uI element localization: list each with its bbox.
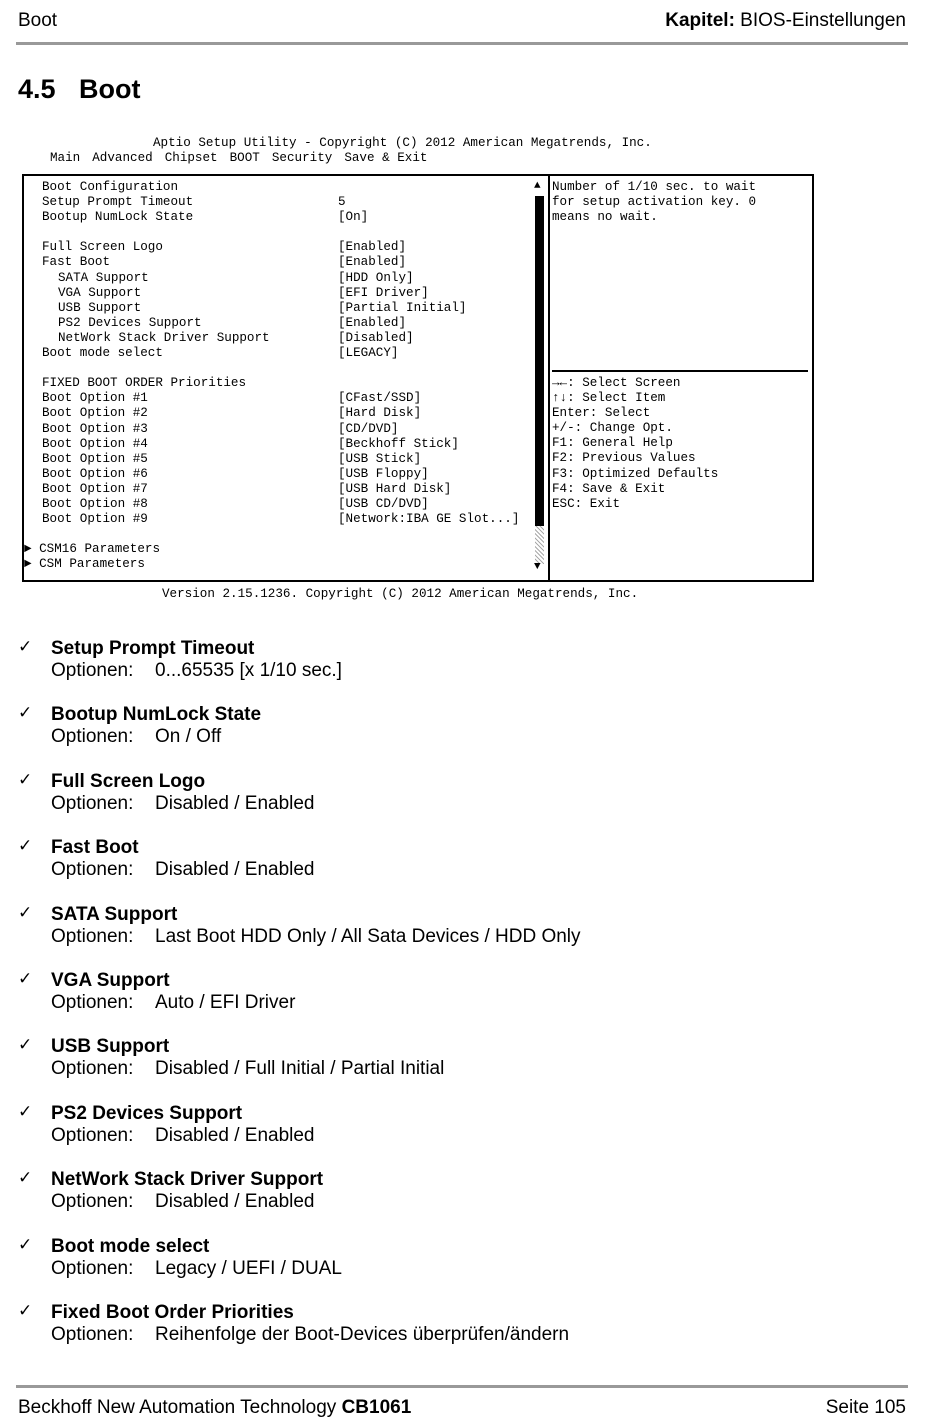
options-label: Optionen: <box>51 1191 134 1213</box>
options-label: Optionen: <box>51 660 134 681</box>
option-name: Setup Prompt Timeout <box>51 638 255 659</box>
checkmark-icon: ✓ <box>18 637 33 657</box>
bios-row-label: SATA Support <box>58 270 149 285</box>
checkmark-icon: ✓ <box>18 902 33 923</box>
options-label: Optionen: <box>51 792 134 814</box>
bios-title: Aptio Setup Utility - Copyright (C) 2012 American Megatrends, Inc. <box>153 136 652 150</box>
option-name: Bootup NumLock State <box>51 704 262 726</box>
bios-row-label: ► CSM16 Parameters <box>24 542 161 557</box>
header-chapter-label: Kapitel: <box>665 10 735 31</box>
bios-row-label: Full Screen Logo <box>42 240 163 255</box>
bios-row[interactable] <box>24 497 544 512</box>
option-name: SATA Support <box>51 903 178 925</box>
section-title: Boot <box>79 74 141 104</box>
bios-version: Version 2.15.1236. Copyright (C) 2012 American Megatrends, Inc. <box>162 587 639 601</box>
bios-row-value[interactable]: [Disabled] <box>338 330 414 345</box>
bios-row-label: Boot Option #3 <box>42 421 148 436</box>
option-name: Boot mode select <box>51 1235 210 1257</box>
bios-menu-tab[interactable]: Chipset <box>164 151 218 165</box>
key-legend-line: ↑↓: Select Item <box>552 391 666 406</box>
bios-row <box>24 225 544 240</box>
scrollbar-track[interactable] <box>535 526 544 564</box>
options-label: Optionen: <box>51 1124 134 1146</box>
option-values: Disabled / Full Initial / Partial Initial <box>155 1058 445 1080</box>
help-line: for setup activation key. 0 <box>552 195 757 210</box>
scroll-down-icon[interactable]: ▼ <box>534 561 541 573</box>
bios-row-label: Fast Boot <box>42 255 111 270</box>
bios-row-label: Boot Option #6 <box>42 466 148 481</box>
bios-row-value[interactable]: [Network:IBA GE Slot...] <box>338 512 520 527</box>
bios-key-legend <box>552 376 718 512</box>
key-legend-line: F2: Previous Values <box>552 451 696 466</box>
bios-row-value[interactable]: [Enabled] <box>338 240 407 255</box>
bios-row <box>24 180 544 195</box>
bios-row-value[interactable]: [CD/DVD] <box>338 421 399 436</box>
bios-row-value[interactable]: [USB CD/DVD] <box>338 496 429 511</box>
key-legend-line: ESC: Exit <box>552 496 621 511</box>
key-legend-line: F1: General Help <box>552 436 673 451</box>
bios-row-value[interactable]: [Partial Initial] <box>338 300 467 315</box>
bios-row-label: Boot Option #7 <box>42 481 148 496</box>
bios-help-text <box>552 180 756 225</box>
option-name: Full Screen Logo <box>51 770 206 792</box>
bios-row-value[interactable]: [LEGACY] <box>338 346 399 361</box>
bios-menu-tab[interactable]: Main <box>50 151 81 165</box>
bios-row[interactable] <box>24 512 544 527</box>
bios-row <box>24 557 544 572</box>
checkmark-icon: ✓ <box>18 1168 33 1189</box>
bios-row[interactable] <box>24 301 544 316</box>
bios-row[interactable] <box>24 210 544 225</box>
option-values-line <box>51 1324 569 1346</box>
scrollbar-thumb[interactable] <box>535 196 544 526</box>
bios-settings-list <box>24 180 544 572</box>
options-label: Optionen: <box>51 1323 134 1345</box>
option-values: Reihenfolge der Boot-Devices überprüfen/ändern <box>155 1323 570 1345</box>
header-chapter-title: BIOS-Einstellungen <box>734 10 906 31</box>
checkmark-icon: ✓ <box>18 968 33 989</box>
header-section-name: Boot <box>18 10 58 31</box>
option-values-line <box>51 1191 315 1213</box>
bios-row[interactable] <box>24 346 544 361</box>
help-line: means no wait. <box>552 210 658 225</box>
option-name: NetWork Stack Driver Support <box>51 1169 324 1191</box>
options-label: Optionen: <box>51 991 134 1013</box>
bios-row <box>24 361 544 376</box>
checkmark-icon: ✓ <box>18 703 33 724</box>
bios-row-label: Boot Option #5 <box>42 451 148 466</box>
option-name: Fixed Boot Order Priorities <box>51 1301 294 1323</box>
section-number: 4.5 <box>18 74 56 104</box>
bios-row[interactable] <box>24 482 544 497</box>
option-values: Disabled / Enabled <box>155 1191 315 1213</box>
footer-product: CB1061 <box>341 1397 412 1418</box>
option-values: 0...65535 [x 1/10 sec.] <box>155 660 342 681</box>
bios-row-value[interactable]: [USB Hard Disk] <box>338 481 452 496</box>
option-name: PS2 Devices Support <box>51 1102 243 1124</box>
bios-row[interactable] <box>24 391 544 406</box>
bios-row-label: Bootup NumLock State <box>42 210 194 225</box>
checkmark-icon: ✓ <box>18 1234 33 1255</box>
bios-row-label: Boot Option #1 <box>42 391 148 406</box>
bios-row[interactable] <box>24 195 544 210</box>
key-legend-line: F3: Optimized Defaults <box>552 466 719 481</box>
bios-row-value[interactable]: [USB Stick] <box>338 451 422 466</box>
bios-row[interactable] <box>24 240 544 255</box>
section-heading <box>18 74 140 105</box>
bios-row-label: ► CSM Parameters <box>24 557 145 572</box>
bios-menu-tab[interactable]: Security <box>271 151 333 165</box>
option-values-line <box>51 1058 444 1080</box>
options-label: Optionen: <box>51 925 134 947</box>
key-legend-line: Enter: Select <box>552 406 651 421</box>
bios-row-value[interactable]: [Hard Disk] <box>338 406 422 421</box>
bios-row-value[interactable]: [CFast/SSD] <box>338 391 422 406</box>
help-line: Number of 1/10 sec. to wait <box>552 180 757 194</box>
page-header <box>18 10 906 34</box>
checkmark-icon: ✓ <box>18 769 33 790</box>
option-values: Last Boot HDD Only / All Sata Devices / HDD Only <box>155 925 581 947</box>
option-name: VGA Support <box>51 969 170 991</box>
bios-row-label: PS2 Devices Support <box>58 315 202 330</box>
bios-row-value[interactable]: 5 <box>338 195 346 210</box>
bios-row[interactable] <box>24 271 544 286</box>
bios-row[interactable] <box>24 331 544 346</box>
footer-rule <box>16 1385 908 1388</box>
bios-row-label: NetWork Stack Driver Support <box>58 330 270 345</box>
option-values-line <box>51 793 315 815</box>
options-label: Optionen: <box>51 859 134 881</box>
header-chapter <box>665 10 906 32</box>
bios-row <box>24 542 544 557</box>
checkmark-icon: ✓ <box>18 1300 33 1321</box>
bios-row[interactable] <box>24 467 544 482</box>
option-values-line <box>51 992 295 1014</box>
option-values-line <box>51 660 342 682</box>
bios-row[interactable] <box>24 437 544 452</box>
checkmark-icon: ✓ <box>18 1101 33 1122</box>
bios-row[interactable] <box>24 452 544 467</box>
option-values: Disabled / Enabled <box>155 859 315 881</box>
bios-row-label: Boot Option #2 <box>42 406 148 421</box>
bios-menu-bar <box>50 151 439 165</box>
footer-company-name: Beckhoff New Automation Technology <box>18 1397 342 1418</box>
bios-screenshot <box>22 134 822 614</box>
option-values: On / Off <box>155 726 222 748</box>
bios-row-label: Boot Option #4 <box>42 436 148 451</box>
bios-row[interactable] <box>24 422 544 437</box>
option-values: Auto / EFI Driver <box>155 991 296 1013</box>
bios-row-value[interactable]: [Beckhoff Stick] <box>338 436 459 451</box>
options-label: Optionen: <box>51 1058 134 1080</box>
bios-row-label: USB Support <box>58 300 142 315</box>
checkmark-icon: ✓ <box>18 1035 33 1056</box>
bios-menu-tab[interactable]: Save & Exit <box>344 151 428 165</box>
option-name: Fast Boot <box>51 837 139 859</box>
options-label: Optionen: <box>51 1257 134 1279</box>
bios-row <box>24 527 544 542</box>
bios-row-value[interactable]: [Enabled] <box>338 315 407 330</box>
option-values: Legacy / UEFI / DUAL <box>155 1257 342 1279</box>
bios-row-label: Boot Option #9 <box>42 512 148 527</box>
key-legend-line: F4: Save & Exit <box>552 481 666 496</box>
scroll-up-icon[interactable]: ▲ <box>534 180 541 192</box>
option-name: USB Support <box>51 1036 170 1058</box>
option-values: Disabled / Enabled <box>155 792 315 814</box>
header-rule <box>16 42 908 45</box>
option-values-line <box>51 926 581 948</box>
bios-row-value[interactable]: [On] <box>338 210 369 225</box>
bios-row-label: Boot Option #8 <box>42 496 148 511</box>
page-number: Seite 105 <box>825 1397 906 1418</box>
help-divider <box>552 370 808 372</box>
option-values-line <box>51 726 221 748</box>
bios-row-value[interactable]: [HDD Only] <box>338 270 414 285</box>
bios-row[interactable] <box>24 316 544 331</box>
checkmark-icon: ✓ <box>18 836 33 857</box>
bios-panel <box>22 174 814 582</box>
bios-row-label: FIXED BOOT ORDER Priorities <box>42 376 247 391</box>
bios-row-label: Setup Prompt Timeout <box>42 195 194 210</box>
option-values-line <box>51 1125 315 1147</box>
key-legend-line: +/-: Change Opt. <box>552 421 673 436</box>
option-values-line <box>51 1258 342 1280</box>
key-legend-line: →←: Select Screen <box>552 376 681 390</box>
bios-row[interactable] <box>24 406 544 421</box>
bios-row-label: Boot Configuration <box>42 180 179 194</box>
bios-row-value[interactable]: [EFI Driver] <box>338 285 429 300</box>
footer-company <box>18 1397 411 1419</box>
option-values: Disabled / Enabled <box>155 1124 315 1146</box>
bios-row-value[interactable]: [Enabled] <box>338 255 407 270</box>
bios-divider <box>548 176 550 580</box>
bios-row-label: Boot mode select <box>42 346 163 361</box>
bios-row <box>24 376 544 391</box>
bios-row-label: VGA Support <box>58 285 142 300</box>
options-label: Optionen: <box>51 726 134 748</box>
bios-row[interactable] <box>24 286 544 301</box>
bios-row[interactable] <box>24 255 544 270</box>
bios-menu-tab[interactable]: Advanced <box>92 151 153 165</box>
option-values-line <box>51 859 315 881</box>
bios-menu-tab[interactable]: BOOT <box>229 151 260 165</box>
bios-row-value[interactable]: [USB Floppy] <box>338 466 429 481</box>
